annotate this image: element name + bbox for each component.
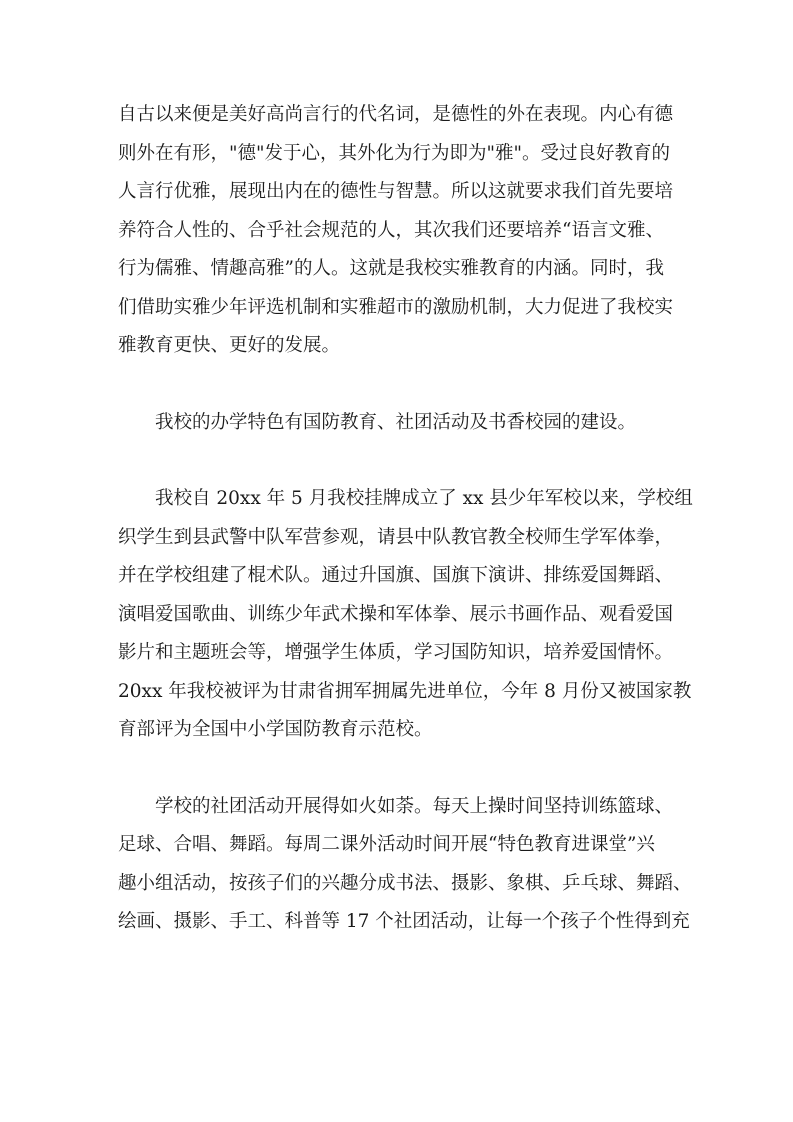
document-body xyxy=(118,96,693,942)
paragraph-school-features xyxy=(118,404,682,443)
text-line: 并在学校组建了棍术队。通过升国旗、国旗下演讲、排练爱国舞蹈、 xyxy=(118,565,674,586)
text-line: 雅教育更快、更好的发展。 xyxy=(118,335,341,356)
text-line: 影片和主题班会等，增强学生体质，学习国防知识，培养爱国情怀。 xyxy=(118,642,674,663)
text-line: 育部评为全国中小学国防教育示范校。 xyxy=(118,719,433,740)
text-line: 20xx 年我校被评为甘肃省拥军拥属先进单位，今年 8 月份又被国家教 xyxy=(118,680,692,702)
text-line: 织学生到县武警中队军营参观，请县中队教官教全校师生学军体拳， xyxy=(118,526,674,548)
text-line: 则外在有形，"德"发于心，其外化为行为即为"雅"。受过良好教育的 xyxy=(118,142,671,164)
paragraph-national-defense xyxy=(118,480,693,750)
text-line: 我校自 20xx 年 5 月我校挂牌成立了 xx 县少年军校以来，学校组 xyxy=(155,488,693,509)
text-line: 绘画、摄影、手工、科普等 17 个社团活动，让每一个孩子个性得到充 xyxy=(118,911,690,932)
text-line: 足球、合唱、舞蹈。每周二课外活动时间开展“特色教育进课堂”兴 xyxy=(118,834,655,855)
text-line: 学校的社团活动开展得如火如荼。每天上操时间坚持训练篮球、 xyxy=(155,795,674,817)
text-line: 自古以来便是美好高尚言行的代名词，是德性的外在表现。内心有德 xyxy=(118,104,674,125)
text-line: 行为儒雅、情趣高雅”的人。这就是我校实雅教育的内涵。同时，我 xyxy=(118,258,664,279)
paragraph-shiya-education xyxy=(118,96,682,366)
text-line: 演唱爱国歌曲、训练少年武术操和军体拳、展示书画作品、观看爱国 xyxy=(118,603,674,625)
text-line: 趣小组活动，按孩子们的兴趣分成书法、摄影、象棋、乒乓球、舞蹈、 xyxy=(118,872,692,894)
text-line: 我校的办学特色有国防教育、社团活动及书香校园的建设。 xyxy=(155,411,637,433)
text-line: 人言行优雅，展现出内在的德性与智慧。所以这就要求我们首先要培 xyxy=(118,181,674,202)
paragraph-club-activities xyxy=(118,788,692,942)
text-line: 们借助实雅少年评选机制和实雅超市的激励机制，大力促进了我校实 xyxy=(118,296,674,318)
text-line: 养符合人性的、合乎社会规范的人，其次我们还要培养“语言文雅、 xyxy=(118,219,664,241)
